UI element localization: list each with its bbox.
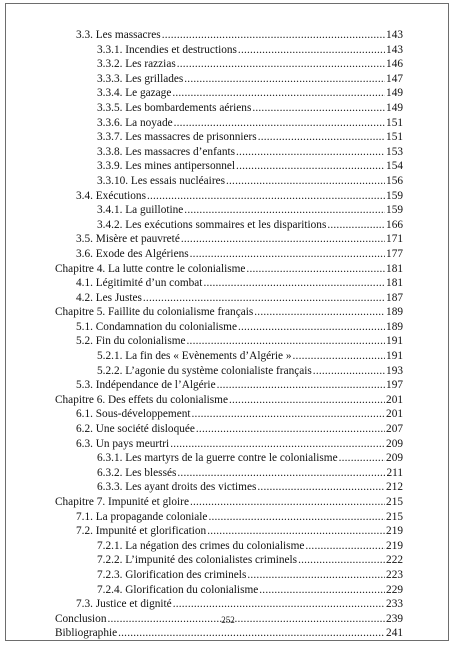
toc-entry-title: 3.3.6. La noyade	[97, 116, 173, 129]
dot-leader	[246, 262, 385, 277]
toc-section-entry	[55, 276, 403, 291]
toc-section-entry	[55, 232, 403, 247]
dot-leader	[177, 466, 385, 481]
toc-entry-page: 229	[386, 583, 403, 596]
dot-leader	[298, 553, 385, 568]
toc-entry-page: 215	[386, 510, 403, 523]
toc-entry-page: 181	[386, 262, 403, 275]
toc-entry-page: 177	[386, 247, 403, 260]
toc-entry-title: 6.2. Une société disloquée	[76, 423, 195, 436]
dot-leader	[147, 189, 385, 204]
toc-entry-title: 3.4.2. Les exécutions sommaires et les disparitions	[97, 218, 327, 231]
toc-entry-title: 6.3. Un pays meurtri	[76, 437, 170, 450]
toc-entry-title: 6.3.3. Les ayant droits des victimes	[97, 481, 257, 494]
dot-leader	[143, 291, 385, 306]
dot-leader	[208, 510, 385, 525]
toc-entry-title: Chapitre 4. La lutte contre le colonialisme	[55, 262, 246, 275]
toc-entry-page: 151	[386, 116, 403, 129]
toc-chapter-entry	[55, 626, 403, 641]
toc-entry-title: 6.1. Sous-développement	[76, 408, 191, 421]
toc-entry-page: 143	[386, 29, 403, 41]
toc-entry-page: 166	[386, 218, 403, 231]
toc-subsection-entry	[55, 349, 403, 364]
toc-entry-title: 3.6. Exode des Algériens	[76, 247, 189, 260]
dot-leader	[181, 232, 385, 247]
dot-leader	[305, 539, 385, 554]
toc-subsection-entry	[55, 159, 403, 174]
toc-entry-page: 241	[386, 627, 403, 640]
toc-entry-page: 156	[386, 174, 403, 187]
toc-entry-page: 189	[386, 320, 403, 333]
toc-entry-page: 233	[386, 598, 403, 611]
toc-entry-title: Chapitre 5. Faillite du colonialisme français	[55, 306, 254, 319]
toc-subsection-entry	[55, 130, 403, 145]
toc-entry-title: 3.3.8. Les massacres d’enfants	[97, 145, 236, 158]
toc-section-entry	[55, 437, 403, 452]
toc-section-entry	[55, 247, 403, 262]
toc-subsection-entry	[55, 72, 403, 87]
toc-entry-page: 215	[386, 496, 403, 508]
toc-entry-page: 222	[386, 554, 403, 567]
toc-section-entry	[55, 524, 403, 539]
toc-entry-page: 147	[386, 72, 403, 85]
toc-subsection-entry	[55, 116, 403, 131]
toc-chapter-entry	[55, 262, 403, 277]
dot-leader	[174, 116, 385, 131]
toc-entry-page: 153	[386, 145, 403, 158]
toc-entry-page: 201	[386, 393, 403, 406]
toc-entry-page: 207	[386, 423, 403, 436]
toc-entry-page: 149	[386, 87, 403, 100]
toc-section-entry	[55, 189, 403, 204]
toc-chapter-entry	[55, 305, 403, 320]
toc-entry-title: 6.3.2. Les blessés	[97, 466, 177, 479]
toc-section-entry	[55, 28, 403, 43]
toc-entry-page: 211	[386, 466, 403, 479]
toc-entry-page: 201	[386, 408, 403, 421]
toc-entry-title: 7.2.2. L’impunité des colonialistes criminels	[97, 554, 298, 567]
toc-entry-title: 3.3.3. Les grillades	[97, 72, 184, 85]
dot-leader	[217, 378, 385, 393]
dot-leader	[236, 159, 385, 174]
toc-entry-page: 187	[386, 291, 403, 304]
toc-entry-title: 5.2. Fin du colonialisme	[76, 335, 186, 348]
dot-leader	[190, 247, 385, 262]
dot-leader	[236, 145, 385, 160]
dot-leader	[259, 583, 385, 598]
toc-entry-title: 3.5. Misère et pauvreté	[76, 233, 180, 246]
toc-entry-title: 7.3. Justice et dignité	[76, 598, 172, 611]
toc-entry-page: 146	[386, 58, 403, 71]
dot-leader	[313, 364, 385, 379]
toc-entry-page: 209	[386, 452, 403, 465]
toc-entry-title: Chapitre 6. Des effets du colonialisme	[55, 393, 228, 406]
dot-leader	[187, 334, 386, 349]
toc-entry-page: 143	[386, 43, 403, 56]
toc-entry-title: 3.4.1. La guillotine	[97, 204, 184, 217]
toc-section-entry	[55, 510, 403, 525]
toc-section-entry	[55, 378, 403, 393]
dot-leader	[184, 72, 385, 87]
toc-entry-page: 191	[386, 350, 403, 363]
toc-subsection-entry	[55, 203, 403, 218]
dot-leader	[170, 437, 385, 452]
toc-entry-title: 5.2.2. L’agonie du système colonialiste français	[97, 364, 312, 377]
toc-subsection-entry	[55, 568, 403, 583]
toc-chapter-entry	[55, 393, 403, 408]
toc-entry-page: 189	[386, 306, 403, 319]
dot-leader	[238, 43, 385, 58]
toc-section-entry	[55, 422, 403, 437]
toc-entry-title: 7.2.4. Glorification du colonialisme	[97, 583, 259, 596]
toc-subsection-entry	[55, 583, 403, 598]
toc-entry-title: 7.1. La propagande coloniale	[76, 510, 208, 523]
toc-entry-title: 3.3.2. Les razzias	[97, 58, 176, 71]
toc-subsection-entry	[55, 43, 403, 58]
dot-leader	[238, 320, 385, 335]
toc-entry-title: 4.1. Légitimité d’un combat	[76, 277, 203, 290]
toc-entry-title: 7.2. Impunité et glorification	[76, 525, 207, 538]
toc-entry-title: 3.3.4. Le gazage	[97, 87, 172, 100]
toc-subsection-entry	[55, 57, 403, 72]
dot-leader	[172, 86, 385, 101]
dot-leader	[229, 393, 385, 408]
toc-entry-title: 7.2.1. La négation des crimes du colonialisme	[97, 539, 305, 552]
toc-entry-title: 4.2. Les Justes	[76, 291, 142, 304]
toc-entry-page: 209	[386, 437, 403, 450]
dot-leader	[254, 305, 385, 320]
toc-entry-page: 197	[386, 379, 403, 392]
toc-entry-page: 181	[386, 277, 403, 290]
toc-entry-title: 3.3.1. Incendies et destructions	[97, 43, 237, 56]
toc-subsection-entry	[55, 174, 403, 189]
dot-leader	[118, 626, 385, 641]
toc-subsection-entry	[55, 218, 403, 233]
toc-entry-page: 151	[386, 131, 403, 144]
dot-leader	[177, 57, 385, 72]
toc-section-entry	[55, 407, 403, 422]
toc-entry-title: 3.3. Les massacres	[76, 29, 161, 41]
dot-leader	[173, 597, 385, 612]
toc-entry-title: 5.3. Indépendance de l’Algérie	[76, 379, 216, 392]
toc-entry-title: Chapitre 7. Impunité et gloire	[55, 496, 189, 508]
toc-entry-title: 5.1. Condamnation du colonialisme	[76, 320, 237, 333]
dot-leader	[327, 218, 385, 233]
dot-leader	[192, 407, 386, 422]
dot-leader	[252, 101, 385, 116]
dot-leader	[162, 28, 385, 43]
dot-leader	[258, 130, 385, 145]
toc-entry-page: 171	[386, 233, 403, 246]
dot-leader	[247, 568, 385, 583]
toc-entry-page: 159	[386, 204, 403, 217]
table-of-contents	[55, 28, 403, 641]
toc-subsection-entry	[55, 145, 403, 160]
toc-entry-title: 3.4. Exécutions	[76, 189, 146, 202]
toc-entry-page: 239	[386, 612, 403, 625]
toc-section-entry	[55, 320, 403, 335]
toc-subsection-entry	[55, 553, 403, 568]
dot-leader	[203, 276, 385, 291]
toc-entry-title: 7.2.3. Glorification des criminels	[97, 568, 247, 581]
dot-leader	[257, 480, 385, 495]
toc-entry-page: 219	[386, 525, 403, 538]
toc-entry-title: 3.3.5. Les bombardements aériens	[97, 101, 252, 114]
toc-entry-title: Conclusion	[55, 612, 107, 625]
dot-leader	[293, 349, 386, 364]
toc-entry-title: 6.3.1. Les martyrs de la guerre contre le colonialisme	[97, 452, 338, 465]
toc-subsection-entry	[55, 101, 403, 116]
toc-section-entry	[55, 597, 403, 612]
toc-entry-page: 193	[386, 364, 403, 377]
toc-entry-page: 149	[386, 101, 403, 114]
toc-entry-page: 191	[386, 335, 403, 348]
dot-leader	[196, 422, 385, 437]
toc-subsection-entry	[55, 480, 403, 495]
toc-entry-title: 3.3.9. Les mines antipersonnel	[97, 160, 236, 173]
toc-subsection-entry	[55, 86, 403, 101]
toc-entry-page: 219	[386, 539, 403, 552]
dot-leader	[184, 203, 385, 218]
toc-chapter-entry	[55, 495, 403, 510]
dot-leader	[226, 174, 385, 189]
toc-entry-title: 3.3.10. Les essais nucléaires	[97, 174, 225, 187]
toc-entry-title: Bibliographie	[55, 627, 118, 640]
toc-entry-page: 159	[386, 189, 403, 202]
toc-section-entry	[55, 334, 403, 349]
dot-leader	[207, 524, 385, 539]
dot-leader	[190, 495, 385, 510]
toc-entry-title: 5.2.1. La fin des « Evènements d’Algérie »	[97, 350, 292, 363]
toc-subsection-entry	[55, 466, 403, 481]
toc-entry-page: 212	[386, 481, 403, 494]
toc-section-entry	[55, 291, 403, 306]
page-number: 252	[221, 615, 235, 625]
toc-entry-title: 3.3.7. Les massacres de prisonniers	[97, 131, 257, 144]
toc-subsection-entry	[55, 364, 403, 379]
toc-subsection-entry	[55, 451, 403, 466]
dot-leader	[339, 451, 385, 466]
toc-entry-page: 223	[386, 568, 403, 581]
toc-entry-page: 154	[386, 160, 403, 173]
toc-subsection-entry	[55, 539, 403, 554]
